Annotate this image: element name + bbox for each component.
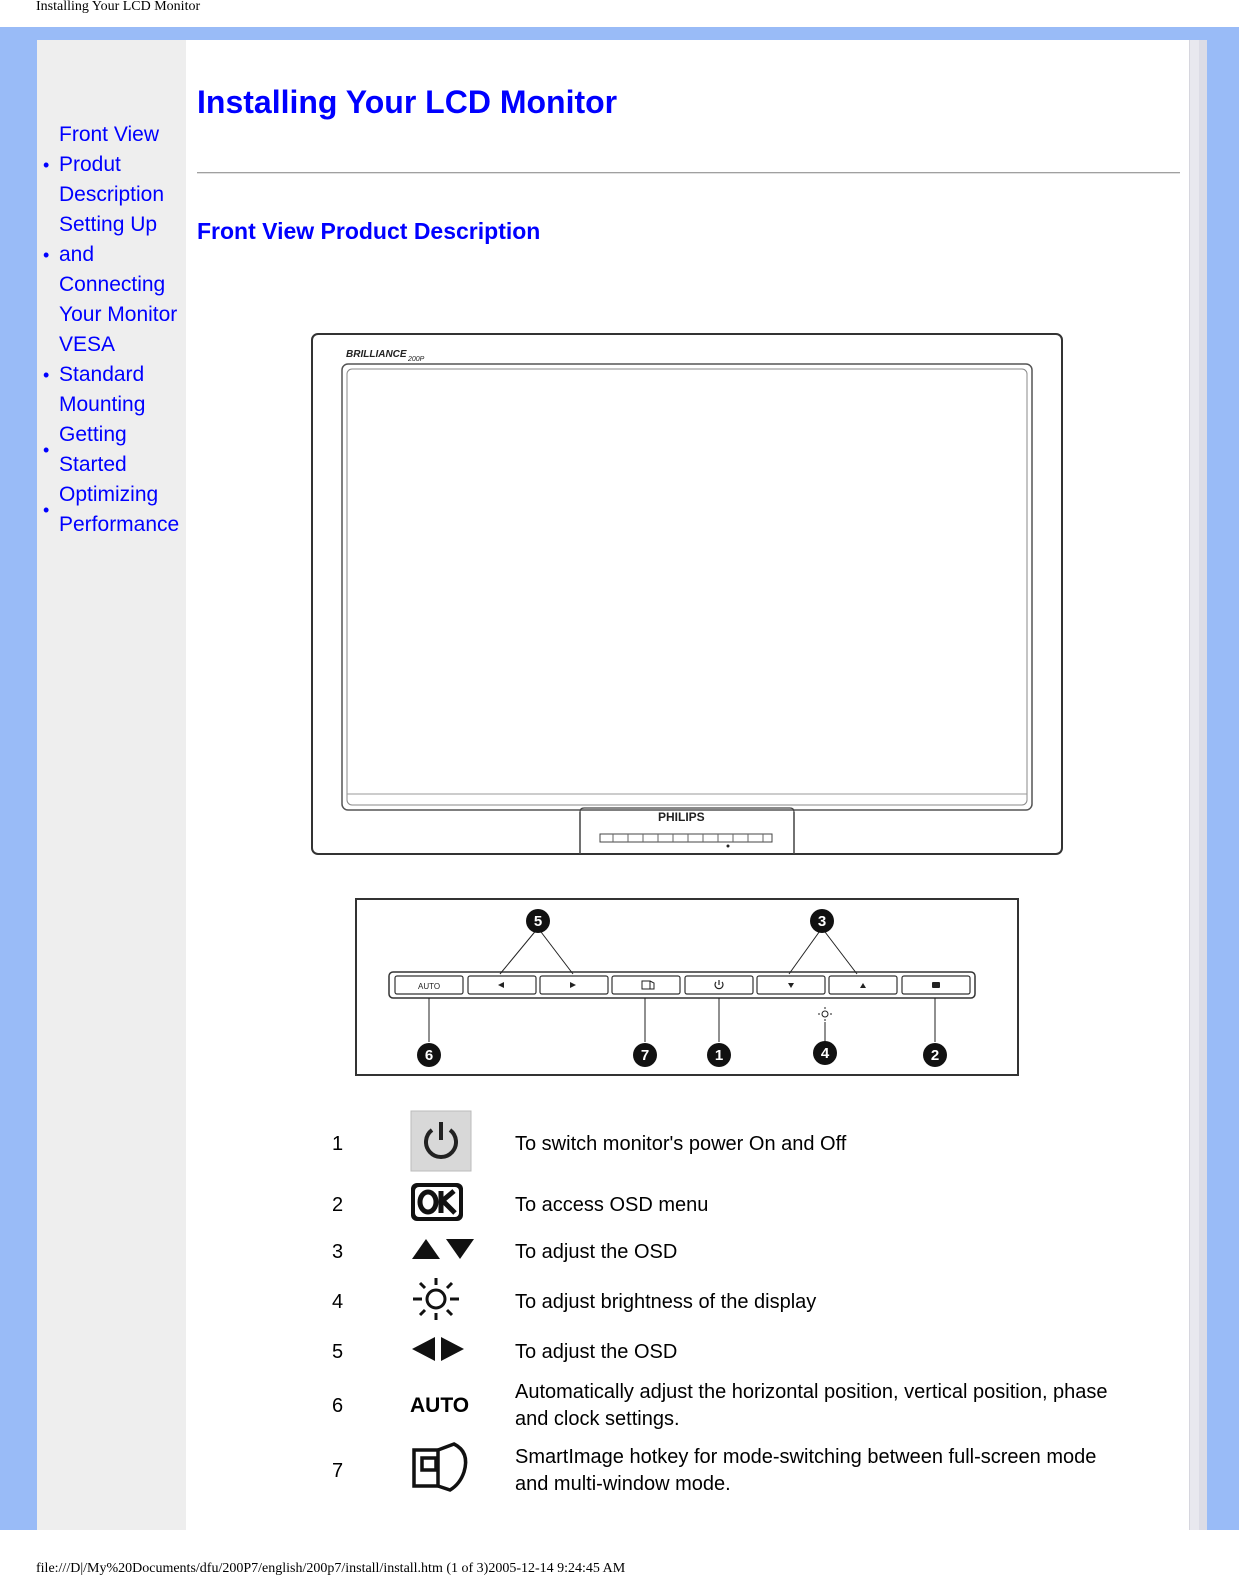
callout-3: 3	[817, 913, 827, 930]
bullet: •	[43, 500, 50, 520]
sidebar-link-vesa[interactable]: VESA Standard Mounting	[59, 333, 146, 416]
scrollbar-edge	[1199, 40, 1207, 1530]
legend-description: Automatically adjust the horizontal position, vertical position, phase and clock settings.	[515, 1381, 1108, 1430]
table-row	[320, 1372, 1115, 1440]
button-legend-table	[320, 1110, 1115, 1502]
bullet: •	[43, 245, 50, 265]
sidebar-link-getting-started[interactable]: Getting Started	[59, 423, 127, 476]
bullet: •	[43, 440, 50, 460]
sidebar-item-optimizing	[43, 480, 193, 540]
brand-text: BRILLIANCE	[346, 349, 407, 360]
monitor-screen	[347, 369, 1027, 805]
sidebar-item-front-view	[43, 120, 193, 210]
legend-description: To adjust brightness of the display	[515, 1290, 817, 1313]
sidebar-link-front-view[interactable]: Front View Produt Description	[59, 123, 165, 206]
legend-number: 6	[332, 1394, 344, 1417]
up-down-icon	[410, 1237, 476, 1267]
legend-description: To switch monitor's power On and Off	[515, 1132, 847, 1155]
table-row	[320, 1272, 1115, 1332]
legend-number: 5	[332, 1340, 344, 1363]
ok-icon	[410, 1182, 464, 1228]
callout-7: 7	[640, 1047, 650, 1064]
monitor-front-image	[310, 332, 1064, 858]
model-text: 200P	[408, 356, 425, 363]
sidebar-nav	[43, 120, 193, 540]
auto-label: AUTO	[410, 1394, 470, 1417]
callout-1: 1	[714, 1047, 724, 1064]
philips-logo: PHILIPS	[658, 810, 705, 824]
power-led	[727, 845, 730, 848]
legend-description: To adjust the OSD	[515, 1240, 678, 1263]
callout-6: 6	[424, 1047, 434, 1064]
print-footer: file:///D|/My%20Documents/dfu/200P7/english/200p7/install/install.htm (1 of 3)2005-12-14 9:24:45 AM	[36, 1561, 626, 1576]
table-row	[320, 1178, 1115, 1232]
sidebar-link-optimizing[interactable]: Optimizing Performance	[59, 483, 180, 536]
legend-number: 2	[332, 1193, 344, 1216]
table-row	[320, 1110, 1115, 1178]
page-title: Installing Your LCD Monitor	[197, 84, 618, 120]
callout-2: 2	[930, 1047, 940, 1064]
smartimage-icon	[410, 1442, 474, 1500]
legend-number: 1	[332, 1132, 344, 1155]
print-header: Installing Your LCD Monitor	[36, 0, 201, 14]
legend-number: 7	[332, 1459, 344, 1482]
sidebar-item-vesa	[43, 330, 193, 420]
legend-description: SmartImage hotkey for mode-switching between full-screen mode and multi-window mode.	[515, 1446, 1097, 1495]
table-row	[320, 1232, 1115, 1272]
control-panel-image	[355, 898, 1019, 1078]
legend-number: 3	[332, 1240, 344, 1263]
sidebar-link-setting-up[interactable]: Setting Up and Connecting Your Monitor	[59, 213, 178, 326]
sidebar-item-getting-started	[43, 420, 193, 480]
legend-number: 4	[332, 1290, 344, 1313]
table-row	[320, 1332, 1115, 1372]
auto-button-label: AUTO	[418, 982, 441, 991]
button-strip	[600, 834, 772, 842]
callout-4: 4	[820, 1045, 830, 1062]
table-row	[320, 1440, 1115, 1502]
bullet: •	[43, 155, 50, 175]
legend-description: To access OSD menu	[515, 1193, 709, 1216]
brightness-icon	[410, 1276, 462, 1328]
ok-mini-icon	[932, 982, 940, 988]
left-right-icon	[410, 1335, 466, 1369]
section-title: Front View Product Description	[197, 218, 541, 244]
callout-5: 5	[533, 913, 543, 930]
sidebar-item-setting-up	[43, 210, 193, 330]
legend-description: To adjust the OSD	[515, 1340, 678, 1363]
bullet: •	[43, 365, 50, 385]
divider	[197, 172, 1180, 174]
power-icon	[410, 1110, 472, 1178]
